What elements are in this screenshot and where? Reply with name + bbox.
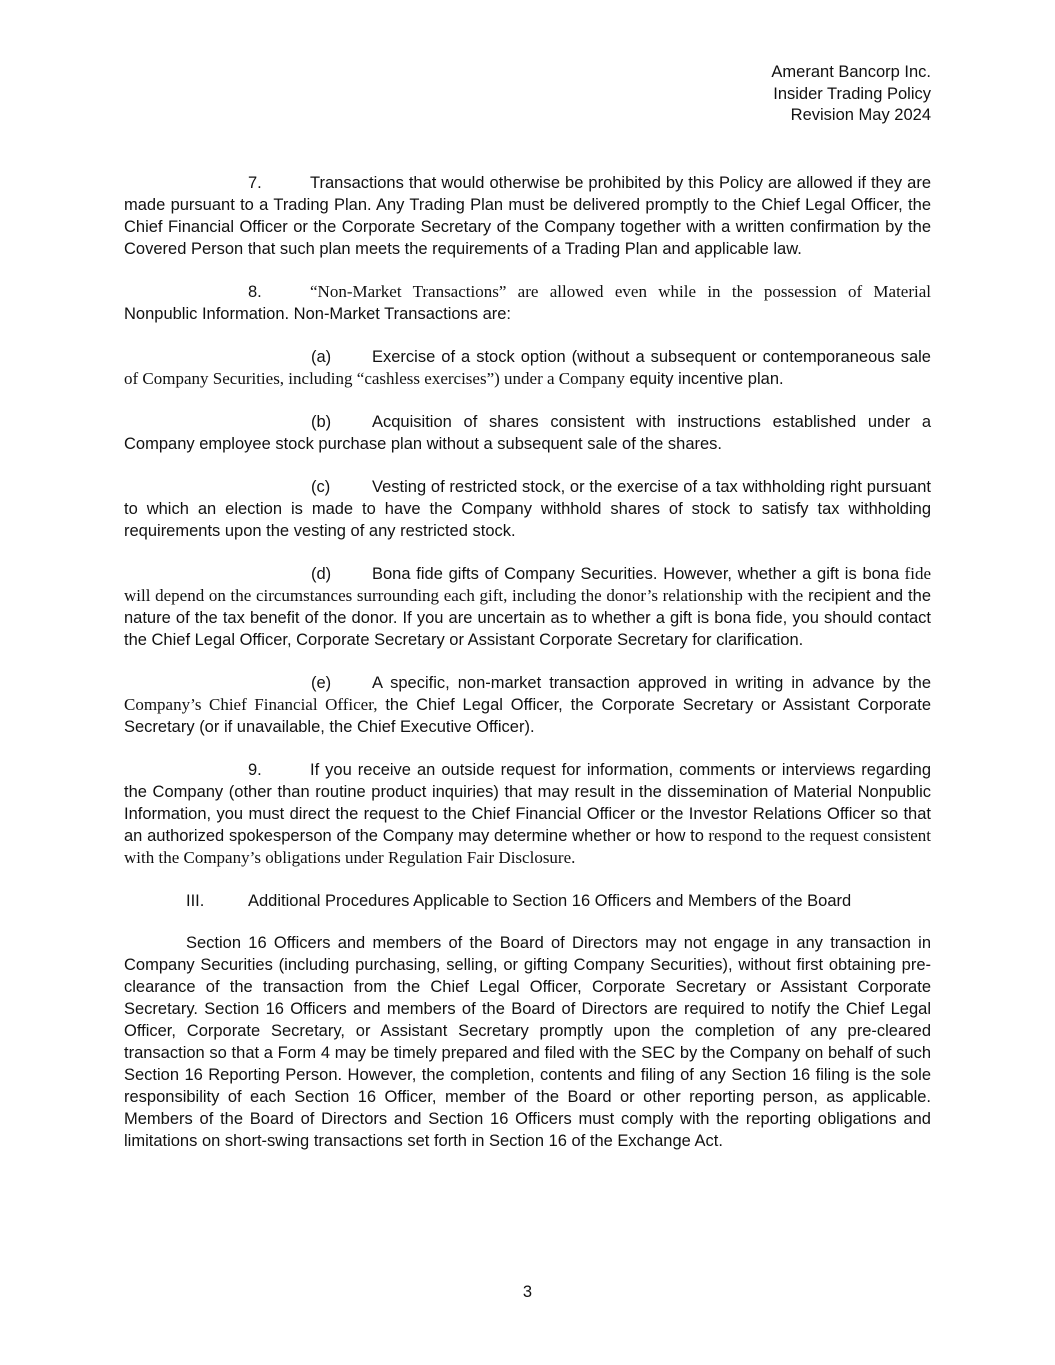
sub-item-label: (e) bbox=[311, 674, 332, 692]
item-number: 9. bbox=[248, 761, 262, 779]
sub-item-text-rest: equity incentive plan. bbox=[624, 370, 784, 388]
sub-item-text: Exercise of a stock option (without a subsequent or contemporaneous sale bbox=[372, 348, 931, 366]
sub-item-label: (b) bbox=[311, 413, 332, 431]
paragraph-sub-b bbox=[124, 411, 931, 455]
item-number: 7. bbox=[248, 174, 262, 192]
sub-item-label: (a) bbox=[311, 348, 332, 366]
paragraph-item-7 bbox=[124, 172, 931, 260]
sub-item-text-serif: fide will depend on the circumstances surrounding each gift, including the donor’s relationship with the bbox=[124, 564, 931, 605]
sub-item-text-serif: of Company Securities, including “cashless exercises”) under a Company bbox=[124, 369, 625, 388]
item-text: Transactions that would otherwise be prohibited by this Policy are allowed if they are made pursuant to a Trading Plan. Any Trading Plan must be delivered promptly to the Chief Legal Officer, the Chief Financial Officer or the Corporate Secretary of the Company together with a written confirmation by the Covered Person that such plan meets the requirements of a Trading Plan and applicable law. bbox=[124, 174, 931, 258]
sub-item-text: Vesting of restricted stock, or the exercise of a tax withholding right pursuant to which an election is made to have the Company withhold shares of stock to satisfy tax withholding requirements upon the vesting of any restricted stock. bbox=[124, 478, 931, 540]
sub-item-label: (d) bbox=[311, 565, 332, 583]
section-roman-numeral: III. bbox=[186, 892, 205, 910]
item-number: 8. bbox=[248, 283, 262, 301]
sub-item-text-serif: Company’s Chief Financial Officer, bbox=[124, 695, 378, 714]
item-text: If you receive an outside request for information, comments or interviews regarding the Company (other than routine product inquiries) that may result in the dissemination of Material Nonpublic Information, you must direct the request to the Chief Financial Officer or the Investor Relations Officer so that an authorized spokesperson of the Company may determine whether or how to bbox=[124, 761, 931, 845]
sub-item-label: (c) bbox=[311, 478, 331, 496]
header-document-title: Insider Trading Policy bbox=[773, 84, 931, 103]
document-body bbox=[124, 172, 931, 1173]
sub-item-text: Bona fide gifts of Company Securities. However, whether a gift is bona bbox=[372, 565, 900, 583]
item-text: Nonpublic Information. Non-Market Transactions are: bbox=[124, 305, 512, 323]
header-revision: Revision May 2024 bbox=[790, 106, 931, 124]
section-title: Additional Procedures Applicable to Section 16 Officers and Members of the Board bbox=[248, 892, 852, 910]
header-company: Amerant Bancorp Inc. bbox=[771, 63, 931, 81]
paragraph-sub-c bbox=[124, 476, 931, 542]
sub-item-text: Acquisition of shares consistent with instructions established under a Company employee stock purchase plan without a subsequent sale of the shares. bbox=[124, 413, 931, 453]
sub-item-text-rest: the Chief Legal Officer, the Corporate Secretary or Assistant Corporate Secretary (or if unavailable, the Chief Executive Officer). bbox=[124, 696, 932, 736]
item-text-serif: respond to the request consistent with the Company’s obligations under Regulation Fair Disclosure. bbox=[124, 826, 931, 867]
paragraph-sub-d bbox=[124, 563, 931, 651]
item-text-serif: “Non-Market Transactions” are allowed even while in the possession of Material bbox=[310, 282, 931, 301]
section-heading bbox=[186, 890, 931, 912]
page-number: 3 bbox=[522, 1283, 533, 1301]
document-header bbox=[771, 62, 931, 127]
section-body-paragraph: Section 16 Officers and members of the Board of Directors may not engage in any transaction in Company Securities (including purchasing, selling, or gifting Company Securities), without first obtaining pre-clearance of the transaction from the Chief Legal Officer, Corporate Secretary or Assistant Corporate Secretary. Section 16 Officers and members of the Board of Directors are required to notify the Chief Legal Officer, Corporate Secretary, or Assistant Secretary promptly upon the completion of any pre-cleared transaction so that a Form 4 may be timely prepared and filed with the SEC by the Company on behalf of such Section 16 Reporting Person. However, the completion, contents and filing of any Section 16 filing is the sole responsibility of each Section 16 Officer, member of the Board or other reporting person, as applicable. Members of the Board of Directors and Section 16 Officers must comply with the reporting obligations and limitations on short-swing transactions set forth in Section 16 of the Exchange Act. bbox=[124, 934, 931, 1150]
sub-item-text-rest: recipient and the nature of the tax benefit of the donor. If you are uncertain as to whether a gift is bona fide, you should contact the Chief Legal Officer, Corporate Secretary or Assistant Corporate Secretary for clarification. bbox=[124, 587, 931, 649]
paragraph-sub-a bbox=[124, 346, 931, 390]
paragraph-item-9 bbox=[124, 759, 931, 869]
paragraph-sub-e bbox=[124, 672, 931, 738]
sub-item-text: A specific, non-market transaction approved in writing in advance by the bbox=[372, 674, 931, 692]
paragraph-item-8 bbox=[124, 281, 931, 325]
